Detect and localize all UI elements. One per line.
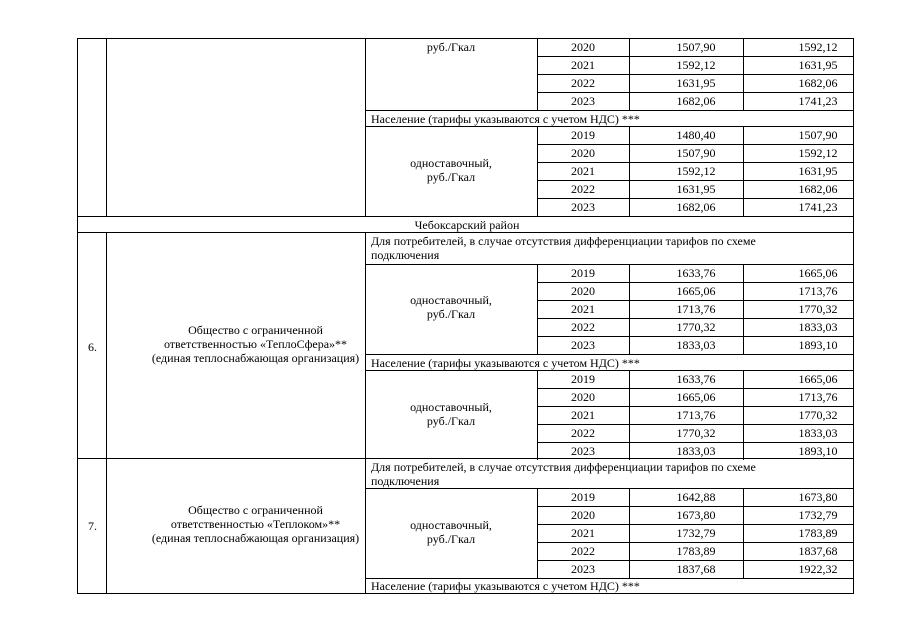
column-rule (743, 38, 744, 110)
org6-row-value-1: 1833,03 (676, 338, 716, 352)
org6-pop-row-year: 2022 (571, 426, 595, 440)
org7-row-value-1: 1673,80 (676, 508, 716, 522)
org6-pop-row-value-1: 1770,32 (676, 426, 716, 440)
row-rule (537, 74, 853, 75)
row-rule (537, 406, 853, 407)
row-rule (77, 458, 853, 459)
unit-label: одноставочный, руб./Гкал (410, 400, 492, 428)
row-rule (77, 216, 853, 217)
top-pop-row-value-2: 1631,95 (798, 164, 838, 178)
column-rule (106, 38, 107, 216)
top-pop-row-year: 2022 (571, 182, 595, 196)
row-rule (537, 442, 853, 443)
unit-label: одноставочный, руб./Гкал (410, 156, 492, 184)
org6-pop-row-year: 2020 (571, 390, 595, 404)
top-row-value-1: 1592,12 (676, 58, 716, 72)
org-number: 6. (88, 340, 97, 354)
org6-row-year: 2022 (571, 320, 595, 334)
top-pop-row-value-1: 1682,06 (676, 200, 716, 214)
org7-row-year: 2023 (571, 562, 595, 576)
column-rule (629, 488, 630, 578)
population-header: Население (тарифы указываются с учетом НДС) *** (371, 579, 640, 593)
column-rule (629, 38, 630, 110)
org6-pop-row-value-2: 1665,06 (798, 372, 838, 386)
org7-row-value-2: 1732,79 (798, 508, 838, 522)
org6-pop-row-year: 2023 (571, 444, 595, 458)
top-pop-row-year: 2020 (571, 146, 595, 160)
population-header: Население (тарифы указываются с учетом НДС) *** (371, 356, 640, 370)
org7-row-value-1: 1732,79 (676, 526, 716, 540)
row-rule (77, 232, 853, 233)
org7-row-value-1: 1837,68 (676, 562, 716, 576)
org7-row-year: 2021 (571, 526, 595, 540)
row-rule (537, 92, 853, 93)
row-rule (365, 370, 853, 371)
column-rule (853, 38, 854, 594)
org6-pop-row-value-1: 1713,76 (676, 408, 716, 422)
org6-pop-row-value-1: 1833,03 (676, 444, 716, 458)
row-rule (365, 354, 853, 355)
consumers-header: Для потребителей, в случае отсутствия дифференциации тарифов по схеме подключения (371, 234, 756, 262)
org7-row-value-1: 1783,89 (676, 544, 716, 558)
org6-row-value-2: 1713,76 (798, 284, 838, 298)
org6-pop-row-value-1: 1633,76 (676, 372, 716, 386)
row-rule (537, 198, 853, 199)
top-pop-row-value-1: 1507,90 (676, 146, 716, 160)
org-name: Общество с ограниченной ответственностью «Теплоком»** (единая теплоснабжающая организация) (151, 503, 360, 545)
org6-row-value-1: 1713,76 (676, 302, 716, 316)
top-pop-row-value-2: 1507,90 (798, 128, 838, 142)
org6-row-year: 2019 (571, 266, 595, 280)
column-rule (629, 126, 630, 216)
column-rule (106, 232, 107, 594)
top-pop-row-value-2: 1682,06 (798, 182, 838, 196)
column-rule (365, 38, 366, 216)
org6-pop-row-value-2: 1833,03 (798, 426, 838, 440)
row-rule (365, 126, 853, 127)
org7-row-value-2: 1673,80 (798, 490, 838, 504)
top-row-value-2: 1592,12 (798, 40, 838, 54)
top-pop-row-value-1: 1592,12 (676, 164, 716, 178)
row-rule (537, 388, 853, 389)
org7-row-year: 2020 (571, 508, 595, 522)
top-row-value-1: 1682,06 (676, 94, 716, 108)
org7-row-value-2: 1922,32 (798, 562, 838, 576)
top-pop-row-value-2: 1592,12 (798, 146, 838, 160)
org6-pop-row-value-1: 1665,06 (676, 390, 716, 404)
section-title: Чебоксарский район (414, 218, 520, 232)
row-rule (365, 488, 853, 489)
top-row-year: 2020 (571, 40, 595, 54)
top-pop-row-year: 2023 (571, 200, 595, 214)
org-name: Общество с ограниченной ответственностью «ТеплоСфера»** (единая теплоснабжающая организация) (151, 323, 360, 365)
top-pop-row-year: 2021 (571, 164, 595, 178)
top-pop-row-value-1: 1631,95 (676, 182, 716, 196)
row-rule (537, 56, 853, 57)
column-rule (743, 264, 744, 354)
org7-row-value-1: 1642,88 (676, 490, 716, 504)
column-rule (743, 370, 744, 460)
top-pop-row-value-2: 1741,23 (798, 200, 838, 214)
consumers-header: Для потребителей, в случае отсутствия дифференциации тарифов по схеме подключения (371, 460, 756, 488)
row-rule (365, 264, 853, 265)
column-rule (537, 126, 538, 216)
org6-row-value-1: 1770,32 (676, 320, 716, 334)
top-row-year: 2021 (571, 58, 595, 72)
population-header: Население (тарифы указываются с учетом НДС) *** (371, 112, 640, 126)
org6-row-value-2: 1770,32 (798, 302, 838, 316)
top-row-year: 2022 (571, 76, 595, 90)
org6-row-value-2: 1833,03 (798, 320, 838, 334)
row-rule (537, 282, 853, 283)
row-rule (77, 593, 854, 594)
row-rule (537, 542, 853, 543)
top-row-year: 2023 (571, 94, 595, 108)
column-rule (743, 126, 744, 216)
column-rule (743, 488, 744, 578)
row-rule (537, 162, 853, 163)
row-rule (537, 524, 853, 525)
org7-row-year: 2019 (571, 490, 595, 504)
table-top-rule (77, 38, 854, 39)
org7-row-value-2: 1837,68 (798, 544, 838, 558)
org6-pop-row-value-2: 1713,76 (798, 390, 838, 404)
org6-row-year: 2021 (571, 302, 595, 316)
column-rule (537, 264, 538, 354)
row-rule (537, 318, 853, 319)
org6-row-value-1: 1665,06 (676, 284, 716, 298)
org6-row-year: 2023 (571, 338, 595, 352)
row-rule (537, 144, 853, 145)
row-rule (537, 300, 853, 301)
row-rule (365, 110, 853, 111)
row-rule (537, 336, 853, 337)
column-rule (537, 370, 538, 460)
top-row-value-1: 1507,90 (676, 40, 716, 54)
org-number: 7. (88, 519, 97, 533)
top-pop-row-value-1: 1480,40 (676, 128, 716, 142)
row-rule (537, 506, 853, 507)
unit-label: одноставочный, руб./Гкал (410, 293, 492, 321)
org6-pop-row-value-2: 1770,32 (798, 408, 838, 422)
org6-pop-row-value-2: 1893,10 (798, 444, 838, 458)
top-row-value-2: 1682,06 (798, 76, 838, 90)
org6-row-value-1: 1633,76 (676, 266, 716, 280)
column-rule (629, 370, 630, 460)
org6-row-value-2: 1665,06 (798, 266, 838, 280)
org7-row-value-2: 1783,89 (798, 526, 838, 540)
row-rule (537, 424, 853, 425)
column-rule (77, 38, 78, 594)
org6-pop-row-year: 2019 (571, 372, 595, 386)
unit-label: одноставочный, руб./Гкал (410, 518, 492, 546)
column-rule (537, 38, 538, 110)
row-rule (537, 180, 853, 181)
top-row-value-1: 1631,95 (676, 76, 716, 90)
row-rule (537, 560, 853, 561)
unit-label: руб./Гкал (426, 40, 476, 54)
org6-pop-row-year: 2021 (571, 408, 595, 422)
column-rule (629, 264, 630, 354)
org6-row-year: 2020 (571, 284, 595, 298)
top-row-value-2: 1741,23 (798, 94, 838, 108)
top-pop-row-year: 2019 (571, 128, 595, 142)
org7-row-year: 2022 (571, 544, 595, 558)
column-rule (537, 488, 538, 578)
org6-row-value-2: 1893,10 (798, 338, 838, 352)
tariff-table (77, 38, 853, 594)
top-row-value-2: 1631,95 (798, 58, 838, 72)
